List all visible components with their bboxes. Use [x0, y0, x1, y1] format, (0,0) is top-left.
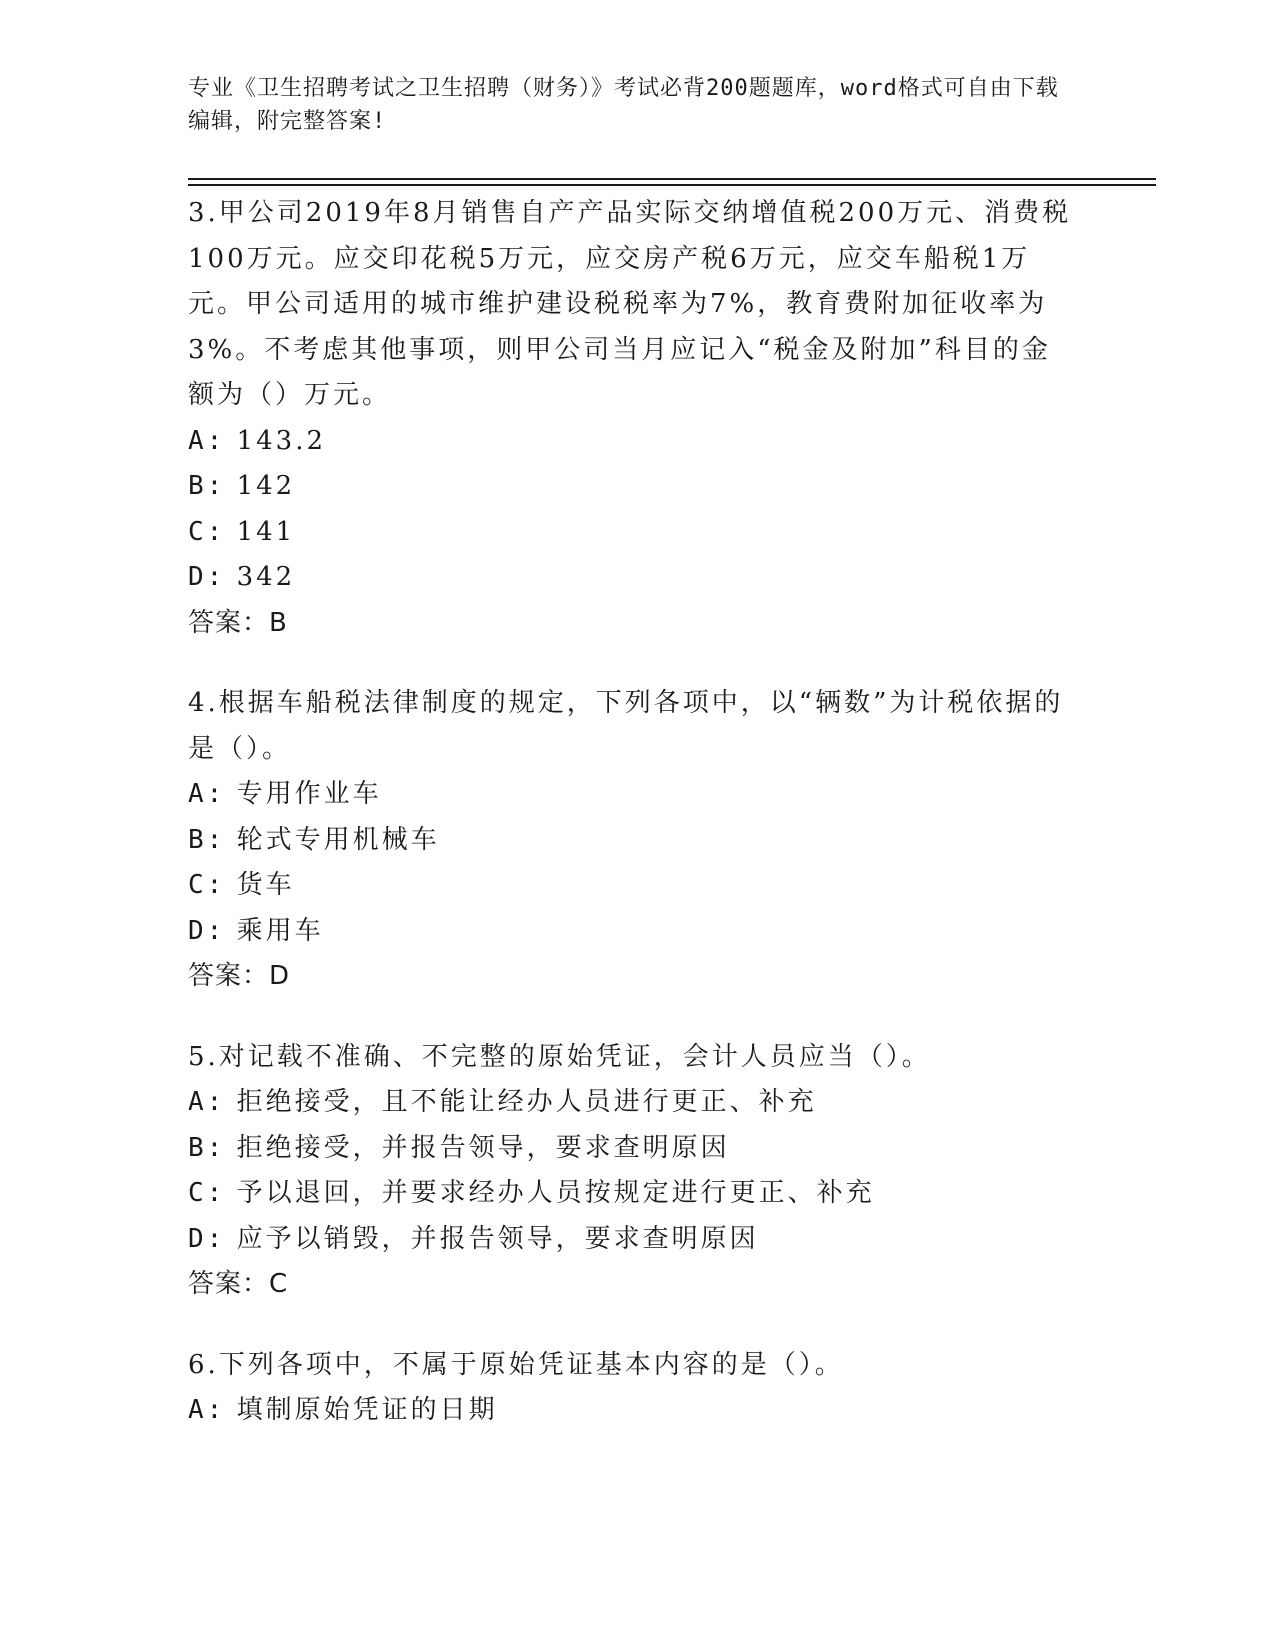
option-d: [188, 909, 1078, 955]
question-list: [188, 191, 1078, 1469]
option-text: 轮式专用机械车: [236, 824, 440, 855]
option-d: [188, 1217, 1078, 1263]
option-text: 342: [236, 562, 296, 592]
answer-label: 答案：C: [188, 1269, 289, 1299]
answer-label: 答案：D: [188, 961, 291, 991]
option-letter: D:: [188, 915, 226, 946]
option-b: [188, 818, 1078, 864]
option-letter: A:: [188, 425, 226, 456]
question-stem: 5.对记载不准确、不完整的原始凭证，会计人员应当（）。: [188, 1041, 931, 1072]
option-letter: B:: [188, 824, 226, 855]
option-letter: A:: [188, 1087, 226, 1117]
header-divider-top: [188, 178, 1156, 180]
question-3: [188, 191, 1078, 646]
option-letter: B:: [188, 471, 226, 501]
option-text: 143.2: [236, 425, 327, 456]
option-letter: D:: [188, 562, 226, 592]
option-c: [188, 863, 1078, 909]
option-text: 141: [236, 516, 296, 547]
option-a: [188, 1080, 1078, 1126]
option-a: [188, 772, 1078, 818]
option-text: 货车: [236, 870, 295, 900]
option-letter: C:: [188, 1178, 226, 1208]
option-c: [188, 1171, 1078, 1217]
question-5: [188, 1035, 1078, 1308]
option-d: [188, 555, 1078, 601]
option-b: [188, 1126, 1078, 1172]
option-text: 142: [236, 471, 296, 501]
question-stem: 3.甲公司2019年8月销售自产产品实际交纳增值税200万元、消费税100万元。应交印花税5万元，应交房产税6万元，应交车船税1万元。甲公司适用的城市维护建设税税率为7%，教育费附加征收率为3%。不考虑其他事项，则甲公司当月应记入“税金及附加”科目的金额为（）万元。: [188, 198, 1072, 410]
option-letter: C:: [188, 870, 226, 900]
option-letter: A:: [188, 1395, 226, 1425]
question-stem: 6.下列各项中，不属于原始凭证基本内容的是（）。: [188, 1349, 844, 1380]
option-text: 拒绝接受，且不能让经办人员进行更正、补充: [236, 1087, 817, 1117]
answer-label: 答案：B: [188, 607, 288, 638]
option-text: 拒绝接受，并报告领导，要求查明原因: [236, 1132, 730, 1163]
option-c: [188, 510, 1078, 556]
question-6: [188, 1343, 1078, 1434]
option-letter: D:: [188, 1223, 226, 1254]
option-text: 予以退回，并要求经办人员按规定进行更正、补充: [236, 1178, 875, 1208]
option-text: 专用作业车: [236, 779, 382, 809]
question-stem: 4.根据车船税法律制度的规定，下列各项中，以“辆数”为计税依据的是（）。: [188, 688, 1064, 764]
option-a: [188, 419, 1078, 465]
option-b: [188, 464, 1078, 510]
question-4: [188, 681, 1078, 1000]
option-letter: B:: [188, 1132, 226, 1163]
header-divider-bottom: [188, 184, 1156, 186]
document-header: 专业《卫生招聘考试之卫生招聘（财务）》考试必背200题题库，word格式可自由下载编辑，附完整答案!: [188, 76, 1059, 134]
option-a: [188, 1388, 1078, 1434]
option-letter: C:: [188, 516, 226, 547]
option-letter: A:: [188, 779, 226, 809]
option-text: 乘用车: [236, 915, 324, 946]
option-text: 填制原始凭证的日期: [236, 1395, 498, 1425]
option-text: 应予以销毁，并报告领导，要求查明原因: [236, 1223, 759, 1254]
